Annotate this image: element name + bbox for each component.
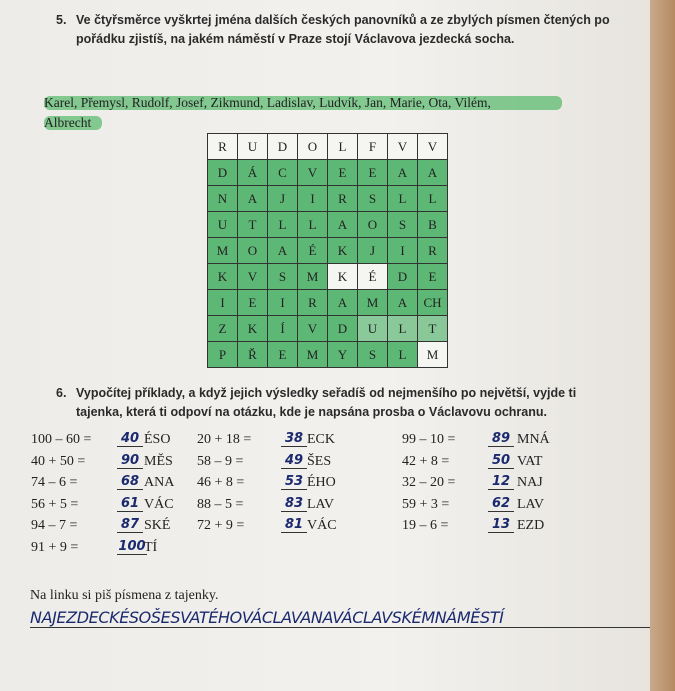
equation-syllable: VAT: [517, 453, 543, 469]
grid-cell: S: [388, 212, 418, 238]
equation-expression: 46 + 8 =: [197, 475, 245, 490]
equation-answer[interactable]: 81: [281, 517, 307, 533]
grid-cell: E: [238, 290, 268, 316]
grid-cell: N: [208, 186, 238, 212]
grid-cell: A: [388, 160, 418, 186]
task5-line2: pořádku zjistíš, na jakém náměstí v Praze stojí Václavova jezdecká socha.: [76, 32, 515, 46]
grid-cell: L: [328, 134, 358, 160]
grid-cell: Z: [208, 316, 238, 342]
grid-cell: I: [268, 290, 298, 316]
grid-cell: A: [238, 186, 268, 212]
grid-cell: V: [388, 134, 418, 160]
grid-cell: M: [358, 290, 388, 316]
grid-cell: D: [208, 160, 238, 186]
equation-expression: 32 – 20 =: [402, 475, 456, 490]
task5-line1: Ve čtyřsměrce vyškrtej jména dalších českých panovníků a ze zbylých písmen čtených po: [76, 13, 610, 27]
equation-syllable: LAV: [307, 496, 334, 512]
grid-cell: B: [418, 212, 448, 238]
equation-answer[interactable]: 100: [118, 538, 146, 554]
equation-syllable: ÉSO: [144, 432, 171, 447]
equation-answer[interactable]: 12: [488, 474, 514, 490]
grid-cell: O: [358, 212, 388, 238]
equation-syllable: TÍ: [144, 539, 158, 555]
grid-cell: R: [418, 238, 448, 264]
grid-cell: P: [208, 342, 238, 368]
equation-answer[interactable]: 68: [117, 474, 143, 490]
grid-cell: O: [298, 134, 328, 160]
grid-cell: T: [238, 212, 268, 238]
equation-answer[interactable]: 90: [117, 453, 143, 469]
instruction-text: Na linku si piš písmena z tajenky.: [30, 588, 219, 603]
equation-expression: 88 – 5 =: [197, 496, 244, 512]
grid-row: [208, 264, 448, 290]
word-search-grid: [207, 133, 448, 368]
grid-cell: E: [268, 342, 298, 368]
equation-expression: 59 + 3 =: [402, 496, 450, 512]
grid-cell: S: [358, 186, 388, 212]
grid-cell: J: [268, 186, 298, 212]
grid-cell: T: [418, 316, 448, 342]
equation-expression: 40 + 50 =: [31, 453, 86, 469]
grid-cell: E: [358, 160, 388, 186]
equation-expression: 72 + 9 =: [197, 518, 245, 533]
grid-cell: V: [298, 316, 328, 342]
grid-cell: S: [268, 264, 298, 290]
grid-cell: É: [298, 238, 328, 264]
task6-line1: Vypočítej příklady, a když jejich výsledky seřadíš od nejmenšího po největší, vyjde ti: [76, 386, 577, 400]
grid-cell: K: [328, 264, 358, 290]
grid-cell: F: [358, 134, 388, 160]
grid-cell: K: [208, 264, 238, 290]
equation-answer[interactable]: 38: [281, 431, 307, 447]
equation-answer[interactable]: 62: [488, 496, 514, 512]
equation-expression: 20 + 18 =: [197, 432, 252, 447]
equation-expression: 74 – 6 =: [31, 475, 78, 490]
equation-syllable: SKÉ: [144, 518, 171, 533]
equation-syllable: EZD: [517, 518, 545, 533]
grid-cell: L: [298, 212, 328, 238]
grid-cell: Y: [328, 342, 358, 368]
ruler-names-list: [44, 93, 584, 133]
equation-expression: 99 – 10 =: [402, 432, 456, 447]
grid-cell: L: [388, 186, 418, 212]
grid-cell: A: [388, 290, 418, 316]
grid-row: [208, 316, 448, 342]
grid-cell: D: [388, 264, 418, 290]
grid-cell: A: [328, 212, 358, 238]
ruler-names-line2: Albrecht: [44, 115, 92, 130]
grid-cell: V: [298, 160, 328, 186]
equation-answer[interactable]: 50: [488, 453, 514, 469]
grid-cell: M: [208, 238, 238, 264]
grid-cell: R: [298, 290, 328, 316]
grid-cell: É: [358, 264, 388, 290]
task6-instructions: [56, 384, 636, 422]
grid-cell: V: [238, 264, 268, 290]
grid-cell: U: [238, 134, 268, 160]
grid-cell: C: [268, 160, 298, 186]
equation-answer[interactable]: 89: [488, 431, 514, 447]
grid-cell: L: [268, 212, 298, 238]
equation-syllable: MNÁ: [517, 432, 550, 447]
ruler-names-line1: Karel, Přemysl, Rudolf, Josef, Zikmund, Ladislav, Ludvík, Jan, Marie, Ota, Vilém,: [44, 95, 491, 110]
grid-cell: A: [268, 238, 298, 264]
equation-answer[interactable]: 40: [117, 431, 143, 447]
equation-answer[interactable]: 83: [281, 496, 307, 512]
equation-expression: 100 – 60 =: [31, 432, 92, 447]
table-surface: [650, 0, 675, 691]
grid-row: [208, 212, 448, 238]
grid-row: [208, 342, 448, 368]
grid-cell: D: [268, 134, 298, 160]
equation-answer[interactable]: 49: [281, 453, 307, 469]
equation-expression: 94 – 7 =: [31, 518, 78, 533]
equation-syllable: VÁC: [307, 518, 337, 533]
grid-row: [208, 186, 448, 212]
grid-cell: E: [328, 160, 358, 186]
equation-expression: 56 + 5 =: [31, 496, 79, 512]
grid-cell: V: [418, 134, 448, 160]
grid-cell: U: [208, 212, 238, 238]
task6-line2: tajenka, která ti odpoví na otázku, kde je napsána prosba o Václavovu ochranu.: [76, 405, 547, 419]
task6-number: 6.: [56, 386, 67, 400]
grid-row: [208, 238, 448, 264]
grid-cell: R: [208, 134, 238, 160]
equation-answer[interactable]: 13: [488, 517, 514, 533]
grid-cell: I: [208, 290, 238, 316]
grid-cell: K: [328, 238, 358, 264]
grid-cell: M: [298, 264, 328, 290]
grid-cell: D: [328, 316, 358, 342]
grid-row: [208, 134, 448, 160]
equation-expression: 91 + 9 =: [31, 539, 79, 555]
task5-number: 5.: [56, 13, 67, 27]
equation-syllable: ŠES: [307, 453, 332, 469]
grid-cell: Ř: [238, 342, 268, 368]
grid-cell: O: [238, 238, 268, 264]
grid-cell: L: [388, 316, 418, 342]
grid-cell: CH: [418, 290, 448, 316]
equation-answer[interactable]: 87: [117, 517, 143, 533]
grid-cell: M: [298, 342, 328, 368]
grid-cell: K: [238, 316, 268, 342]
grid-cell: L: [388, 342, 418, 368]
grid-cell: Á: [238, 160, 268, 186]
grid-cell: L: [418, 186, 448, 212]
equation-syllable: ÉHO: [307, 475, 336, 490]
equation-syllable: VÁC: [144, 496, 174, 512]
grid-cell: A: [418, 160, 448, 186]
task5-instructions: [56, 11, 636, 49]
equation-syllable: NAJ: [517, 475, 543, 490]
grid-cell: J: [358, 238, 388, 264]
grid-cell: R: [328, 186, 358, 212]
grid-cell: A: [328, 290, 358, 316]
grid-row: [208, 290, 448, 316]
equation-expression: 19 – 6 =: [402, 518, 449, 533]
grid-cell: S: [358, 342, 388, 368]
equation-syllable: ECK: [307, 432, 335, 447]
equation-expression: 58 – 9 =: [197, 453, 244, 469]
equation-syllable: ANA: [144, 475, 175, 490]
grid-cell: I: [298, 186, 328, 212]
grid-cell: Í: [268, 316, 298, 342]
equation-answer[interactable]: 53: [281, 474, 307, 490]
grid-cell: U: [358, 316, 388, 342]
equation-syllable: LAV: [517, 496, 544, 512]
grid-cell: M: [418, 342, 448, 368]
equation-answer[interactable]: 61: [117, 496, 143, 512]
grid-cell: E: [418, 264, 448, 290]
grid-row: [208, 160, 448, 186]
equation-syllable: MĚS: [144, 453, 173, 469]
secret-answer-line[interactable]: NAJEZDECKÉSOŠESVATÉHOVÁCLAVANAVÁCLAVSKÉMNÁMĚSTÍ: [30, 608, 650, 628]
grid-cell: I: [388, 238, 418, 264]
equation-expression: 42 + 8 =: [402, 453, 450, 469]
